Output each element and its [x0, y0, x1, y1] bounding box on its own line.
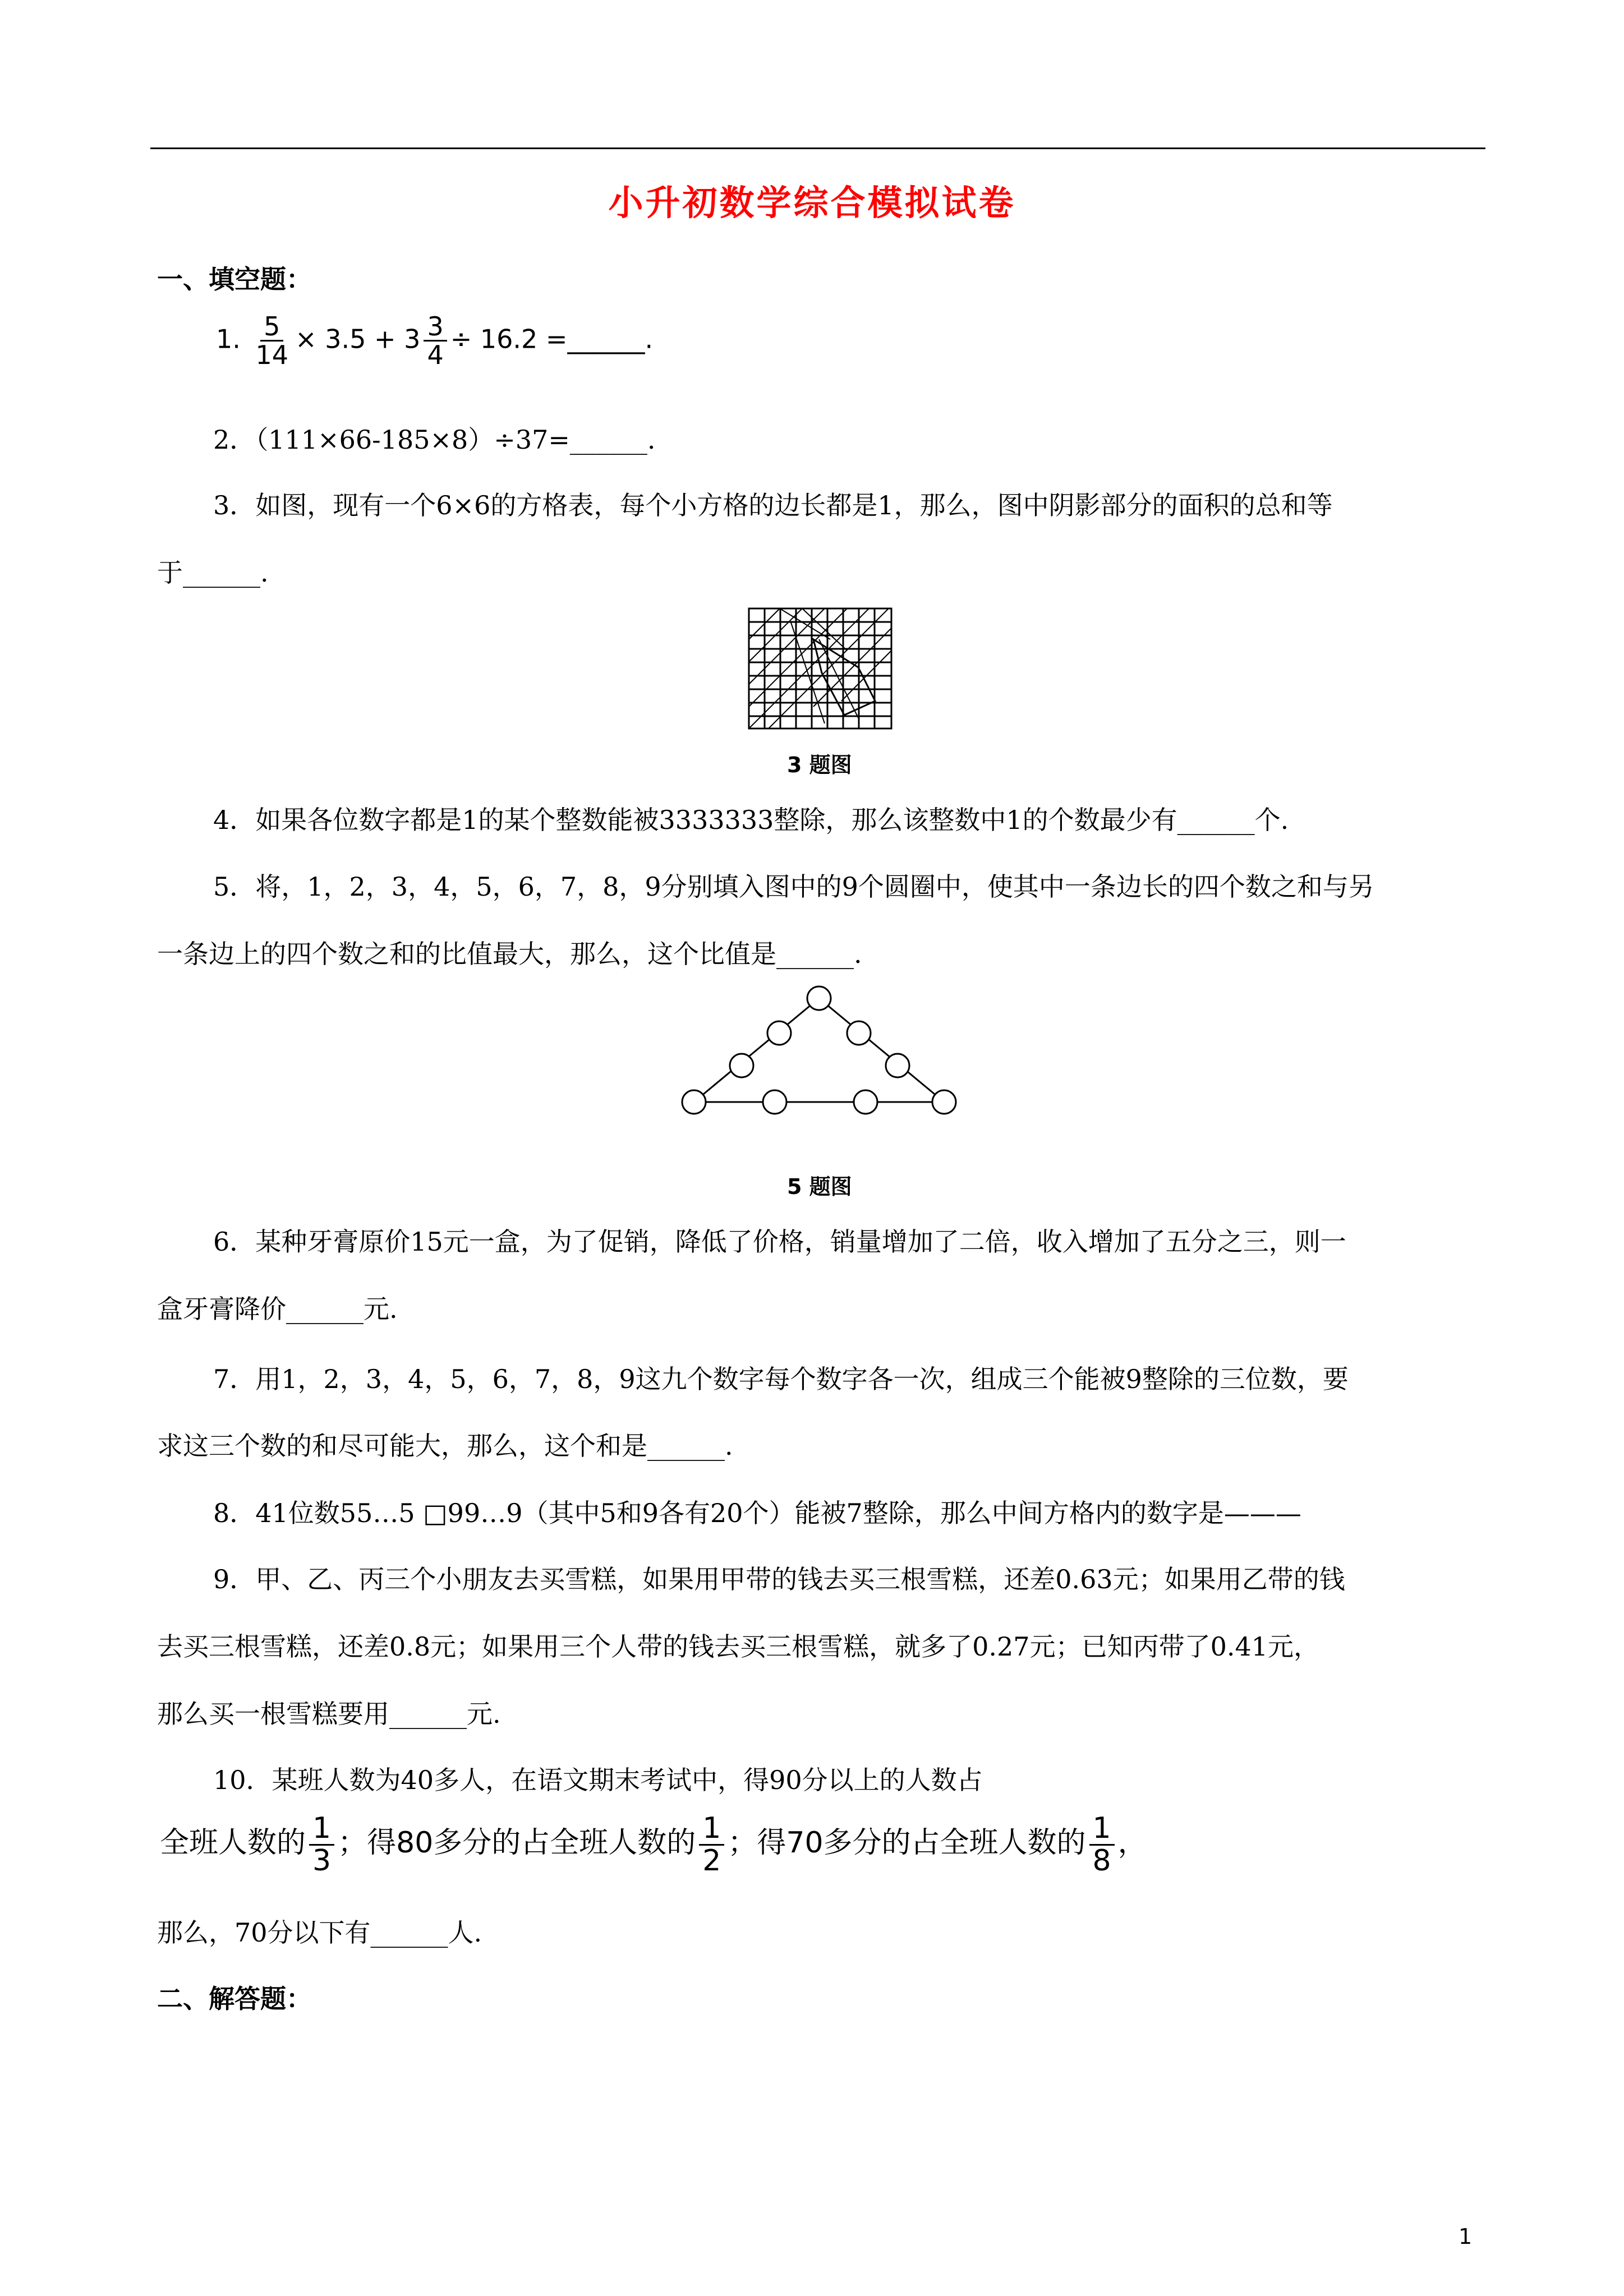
question-6-line-2: 盒牙膏降价______元.: [157, 1294, 398, 1324]
question-3-line-2: 于______.: [157, 557, 269, 588]
question-5-line-1: 5．将，1，2，3，4，5，6，7，8，9分别填入图中的9个圆圈中，使其中一条边长的四个数之和与另: [213, 872, 1374, 902]
circle-slot: [847, 1021, 871, 1045]
question-10-part-2: ；得80多分的占全班人数的: [338, 1826, 696, 1860]
question-4: 4．如果各位数字都是1的某个整数能被3333333整除，那么该整数中1的个数最少有______个.: [213, 805, 1289, 835]
question-7-line-1: 7．用1，2，3，4，5，6，7，8，9这九个数字每个数字各一次，组成三个能被9整除的三位数，要: [213, 1364, 1349, 1394]
circle-slot: [886, 1054, 909, 1077]
triangle-figure: [679, 984, 959, 1119]
question-1-number: 1.: [216, 324, 241, 354]
figure-5-caption: 5 题图: [787, 1174, 852, 1199]
fraction-denominator: 8: [1092, 1843, 1111, 1878]
circle-slot: [807, 986, 831, 1010]
question-10-part-1: 全班人数的: [160, 1826, 306, 1860]
fraction-numerator: 1: [309, 1813, 334, 1846]
fraction-3-4: [424, 313, 447, 369]
fraction-denominator: 3: [312, 1843, 332, 1878]
header-rule: [150, 147, 1485, 149]
fraction-numerator: 3: [424, 313, 447, 342]
fraction-one-half: [699, 1813, 724, 1876]
fraction-denominator: 14: [255, 340, 289, 371]
section-fill-blank: 一、填空题：: [157, 264, 312, 294]
circle-slot: [730, 1054, 753, 1077]
question-10-line-3: 那么，70分以下有______人.: [157, 1917, 482, 1948]
fraction-denominator: 4: [427, 340, 444, 371]
circle-slot: [682, 1090, 706, 1114]
question-8: 8．41位数55…5 □99…9（其中5和9各有20个）能被7整除，那么中间方格内的数字是———: [213, 1498, 1301, 1528]
question-10-line-2: [160, 1813, 1147, 1876]
grid-figure: [746, 606, 898, 740]
question-9-line-3: 那么买一根雪糕要用______元.: [157, 1699, 501, 1729]
page-number: 1: [1459, 2224, 1473, 2249]
circle-slot: [767, 1021, 791, 1045]
question-1-middle: × 3.5 + 3: [295, 324, 421, 354]
fraction-one-eighth: [1089, 1813, 1115, 1876]
fraction-numerator: 1: [699, 1813, 724, 1846]
question-1: [216, 313, 653, 369]
question-7-line-2: 求这三个数的和尽可能大，那么，这个和是______.: [157, 1431, 733, 1461]
question-3-line-1: 3．如图，现有一个6×6的方格表，每个小方格的边长都是1，那么，图中阴影部分的面积的总和等: [213, 490, 1333, 520]
figure-3-caption: 3 题图: [787, 753, 852, 777]
question-9-line-1: 9．甲、乙、丙三个小朋友去买雪糕，如果用甲带的钱去买三根雪糕，还差0.63元；如果用乙带的钱: [213, 1564, 1345, 1594]
fraction-numerator: 5: [260, 313, 283, 342]
fraction-denominator: 2: [702, 1843, 721, 1878]
question-2: 2．（111×66-185×8）÷37=______.: [213, 425, 656, 455]
fraction-numerator: 1: [1089, 1813, 1115, 1846]
question-1-tail: ÷ 16.2 =______.: [450, 324, 654, 354]
question-5-line-2: 一条边上的四个数之和的比值最大，那么，这个比值是______.: [157, 939, 862, 969]
question-6-line-1: 6．某种牙膏原价15元一盒，为了促销，降低了价格，销量增加了二倍，收入增加了五分之三，则一: [213, 1227, 1346, 1257]
circle-slot: [932, 1090, 956, 1114]
question-10-line-1: 10．某班人数为40多人，在语文期末考试中，得90分以上的人数占: [213, 1765, 983, 1795]
question-10-part-3: ；得70多分的占全班人数的: [728, 1826, 1086, 1860]
question-9-line-2: 去买三根雪糕，还差0.8元；如果用三个人带的钱去买三根雪糕，就多了0.27元；已知丙带了0.41元，: [157, 1631, 1319, 1662]
section-answer: 二、解答题：: [157, 1984, 312, 2014]
circle-slot: [763, 1090, 786, 1114]
fraction-one-third: [309, 1813, 334, 1876]
question-10-part-4: ，: [1117, 1826, 1147, 1860]
fraction-5-14: [252, 313, 292, 369]
page-title: 小升初数学综合模拟试卷: [608, 182, 1016, 223]
circle-slot: [854, 1090, 877, 1114]
